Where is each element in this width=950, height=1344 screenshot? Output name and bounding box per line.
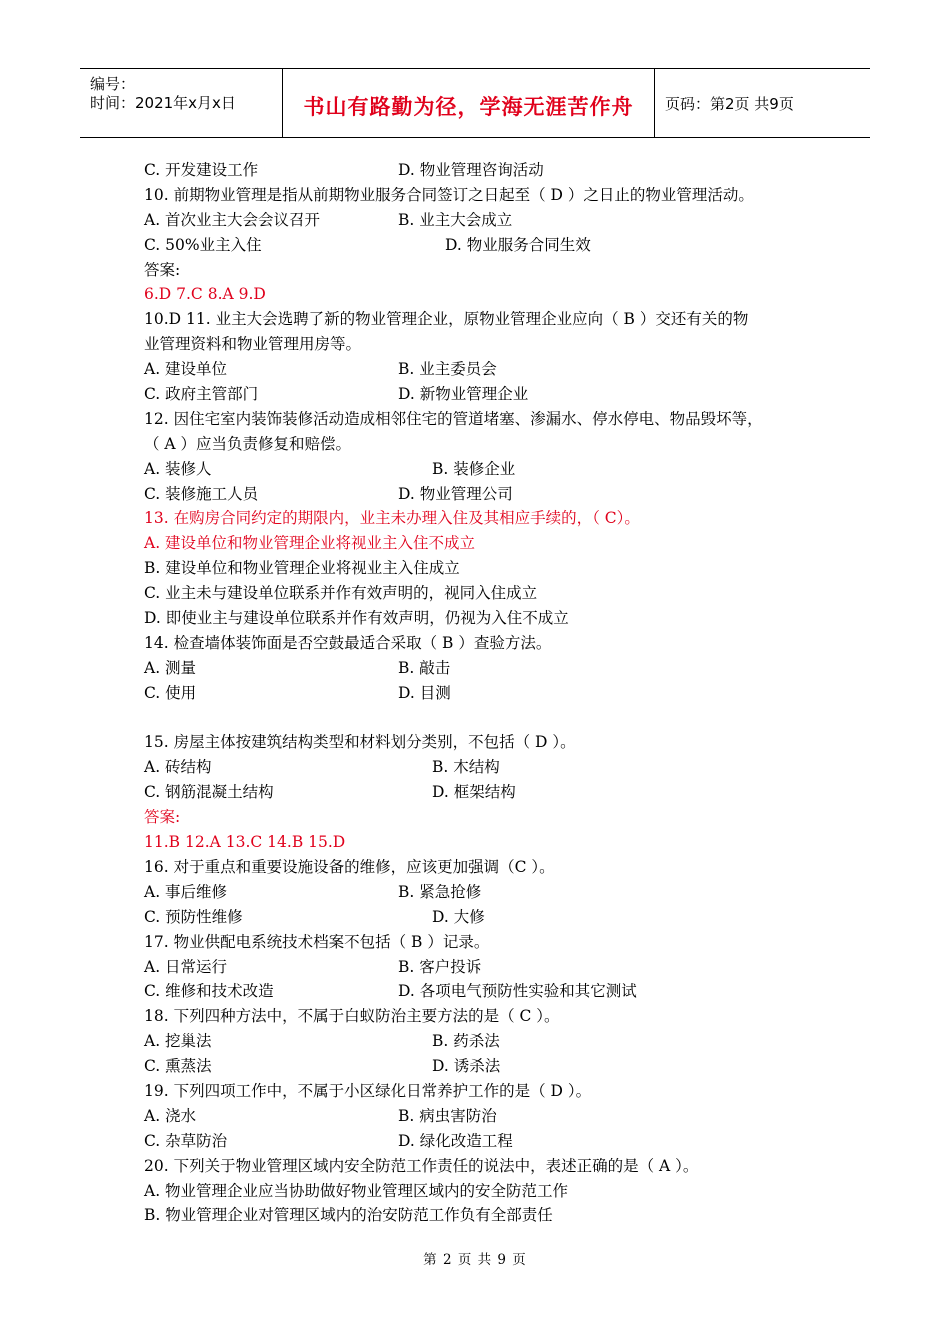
text-line <box>144 979 824 1004</box>
option-right: B. 木结构 <box>432 758 500 777</box>
text-line: 14. 检查墙体装饰面是否空鼓最适合采取（ B ）查验方法。 <box>144 633 552 652</box>
text-line <box>144 457 824 482</box>
page-footer: 第 2 页 共 9 页 <box>423 1252 527 1268</box>
question-content <box>144 158 824 1228</box>
option-left: C. 开发建设工作 <box>144 161 259 179</box>
option-right: D. 绿化改造工程 <box>398 1131 513 1150</box>
option-right: D. 框架结构 <box>432 783 516 802</box>
text-line <box>144 382 824 407</box>
option-left: C. 熏蒸法 <box>144 1057 212 1076</box>
option-left: C. 使用 <box>144 683 197 702</box>
option-left: C. 杂草防治 <box>144 1131 228 1150</box>
option-left: A. 测量 <box>144 658 197 677</box>
text-line <box>144 755 824 780</box>
text-line <box>144 357 824 382</box>
text-line <box>144 955 824 980</box>
text-line: 答案: <box>144 808 181 827</box>
header-middle-cell <box>282 69 655 137</box>
option-left: C. 政府主管部门 <box>144 385 259 404</box>
text-line <box>144 1029 824 1054</box>
option-left: C. 50%业主入住 <box>144 235 262 254</box>
option-right: D. 诱杀法 <box>432 1057 501 1076</box>
option-right: D. 物业服务合同生效 <box>445 235 591 254</box>
option-right: D. 物业管理咨询活动 <box>398 161 544 179</box>
text-line: 11.B 12.A 13.C 14.B 15.D <box>144 833 346 852</box>
option-right: B. 客户投诉 <box>398 957 482 976</box>
text-line <box>144 1129 824 1154</box>
option-right: D. 物业管理公司 <box>398 484 513 503</box>
option-right: B. 业主大会成立 <box>398 210 513 229</box>
text-line <box>144 208 824 233</box>
text-line <box>144 233 824 258</box>
text-line <box>144 158 824 183</box>
text-line: 10. 前期物业管理是指从前期物业服务合同签订之日起至（ D ）之日止的物业管理活动。 <box>144 185 754 204</box>
header-right-cell <box>655 69 870 137</box>
option-left: A. 建设单位 <box>144 360 228 379</box>
option-left: A. 事后维修 <box>144 882 228 901</box>
option-left: A. 浇水 <box>144 1106 197 1125</box>
text-line <box>144 482 824 507</box>
option-right: B. 业主委员会 <box>398 360 497 379</box>
text-line <box>144 1104 824 1129</box>
option-left: C. 维修和技术改造 <box>144 982 274 1001</box>
option-left: C. 装修施工人员 <box>144 484 259 503</box>
option-right: D. 目测 <box>398 683 451 702</box>
text-line: 16. 对于重点和重要设施设备的维修，应该更加强调（C ）。 <box>144 857 555 876</box>
text-line: 19. 下列四项工作中，不属于小区绿化日常养护工作的是（ D ）。 <box>144 1081 592 1100</box>
option-right: B. 病虫害防治 <box>398 1106 497 1125</box>
text-line: 20. 下列关于物业管理区域内安全防范工作责任的说法中，表述正确的是（ A ）。 <box>144 1156 699 1175</box>
blank-line <box>144 706 824 731</box>
text-line: B. 建设单位和物业管理企业将视业主入住成立 <box>144 559 460 578</box>
option-right: B. 装修企业 <box>432 459 516 478</box>
text-line: B. 物业管理企业对管理区域内的治安防范工作负有全部责任 <box>144 1206 553 1225</box>
option-left: A. 装修人 <box>144 459 212 478</box>
option-right: D. 新物业管理企业 <box>398 385 529 404</box>
text-line <box>144 656 824 681</box>
text-line <box>144 1054 824 1079</box>
option-left: A. 砖结构 <box>144 758 212 777</box>
option-right: D. 各项电气预防性实验和其它测试 <box>398 982 637 1001</box>
option-left: A. 日常运行 <box>144 957 228 976</box>
text-line: 10.D 11. 业主大会选聘了新的物业管理企业，原物业管理企业应向（ B ）交还有关的物 <box>144 310 749 329</box>
header-motto: 书山有路勤为径，学海无涯苦作舟 <box>303 95 634 119</box>
text-line: 18. 下列四种方法中，不属于白蚁防治主要方法的是（ C ）。 <box>144 1007 560 1026</box>
text-line <box>144 780 824 805</box>
text-line: A. 物业管理企业应当协助做好物业管理区域内的安全防范工作 <box>144 1181 569 1200</box>
option-right: D. 大修 <box>432 907 485 926</box>
text-line: 答案: <box>144 260 181 279</box>
text-line: A. 建设单位和物业管理企业将视业主入住不成立 <box>144 534 476 553</box>
text-line: 13. 在购房合同约定的期限内，业主未办理入住及其相应手续的，（ C）。 <box>144 509 640 528</box>
option-left: A. 挖巢法 <box>144 1032 212 1051</box>
option-right: B. 药杀法 <box>432 1032 500 1051</box>
option-right: B. 敲击 <box>398 658 451 677</box>
text-line: C. 业主未与建设单位联系并作有效声明的，视同入住成立 <box>144 584 538 603</box>
text-line <box>144 681 824 706</box>
document-time-label: 时间：2021年x月x日 <box>90 94 236 112</box>
text-line <box>144 880 824 905</box>
header-page-info: 页码：第2页 共9页 <box>665 95 794 113</box>
text-line <box>144 905 824 930</box>
text-line: D. 即使业主与建设单位联系并作有效声明，仍视为入住不成立 <box>144 609 569 628</box>
text-line: 12. 因住宅室内装饰装修活动造成相邻住宅的管道堵塞、渗漏水、停水停电、物品毁坏等， <box>144 409 763 428</box>
text-line: （ A ）应当负责修复和赔偿。 <box>144 434 352 453</box>
header-left-cell <box>80 69 282 137</box>
text-line: 6.D 7.C 8.A 9.D <box>144 285 266 304</box>
text-line: 15. 房屋主体按建筑结构类型和材料划分类别，不包括（ D ）。 <box>144 733 576 752</box>
option-right: B. 紧急抢修 <box>398 882 482 901</box>
text-line: 17. 物业供配电系统技术档案不包括（ B ）记录。 <box>144 932 490 951</box>
document-number-label: 编号： <box>90 75 136 93</box>
option-left: C. 预防性维修 <box>144 907 243 926</box>
text-line: 业管理资料和物业管理用房等。 <box>144 335 362 354</box>
option-left: C. 钢筋混凝土结构 <box>144 783 274 802</box>
option-left: A. 首次业主大会会议召开 <box>144 210 321 229</box>
page-header <box>80 68 870 138</box>
